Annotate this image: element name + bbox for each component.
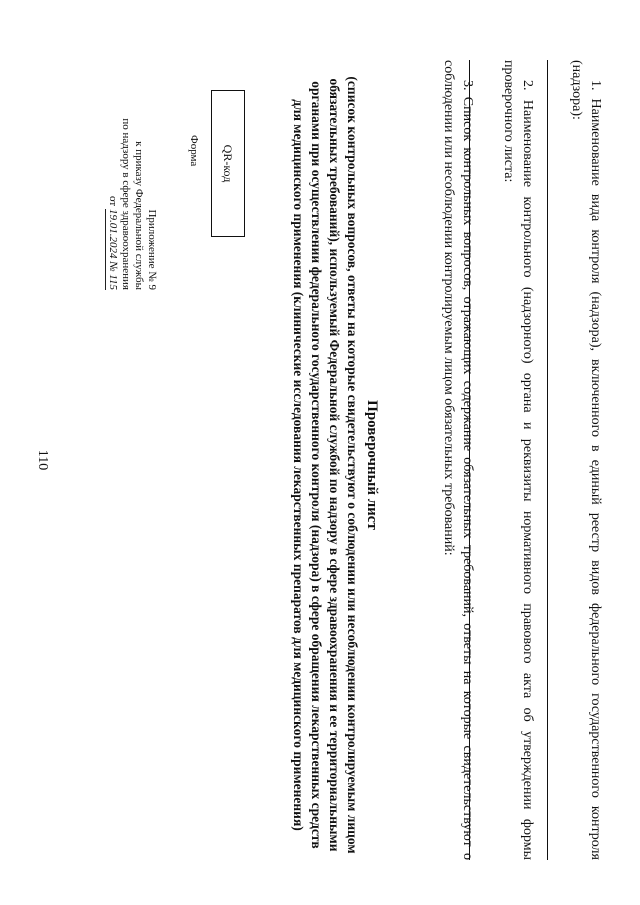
list-item: 2. Наименование контрольного (надзорного) органа и реквизиты нормативного правового акта об утверждении формы проверочного листа: [501, 60, 535, 860]
appendix-block [105, 60, 158, 290]
appendix-line-1: Приложение № 9 [146, 209, 158, 290]
appendix-date-line [105, 60, 119, 290]
fill-in-line [547, 60, 548, 860]
list-item: 1. Наименование вида контроля (надзора), включенного в единый реестр видов федерального государственного контроля (надзора): [569, 60, 603, 860]
list-item: 3. Список контрольных вопросов, отражающих содержание обязательных требований, ответы на которые свидетельствуют о соблюдении или несоблюдении контролируемым лицом обязательных требований: [441, 60, 475, 860]
items-list [439, 60, 605, 860]
fill-in-line [469, 60, 470, 860]
document-title: Проверочный лист [364, 400, 380, 530]
appendix-date-prefix: от [107, 196, 119, 207]
appendix-date-value: 19.01.2024 № 115 [107, 208, 119, 290]
appendix-line-3: по надзору в сфере здравоохранения [120, 118, 132, 290]
document-subtitle: (список контрольных вопросов, ответы на которые свидетельствуют о соблюдении или несоблюдении контролируемым лицом обязательных требований), используемый Федеральной службой по надзору в сфере здравоохранения и ее территориальными органами при осуществлении федерального государственного контроля (надзора) в сфере обращения лекарственных средств для медицинского применения (клинические исследования лекарственных препаратов для медицинского применения) [291, 76, 360, 854]
title-block [289, 70, 380, 860]
qr-code-label: QR-код [221, 144, 236, 183]
qr-code-box [211, 90, 245, 237]
page-number: 110 [35, 449, 50, 471]
appendix-line-2: к приказу Федеральной службы [133, 141, 145, 290]
form-label: Форма [188, 135, 200, 167]
